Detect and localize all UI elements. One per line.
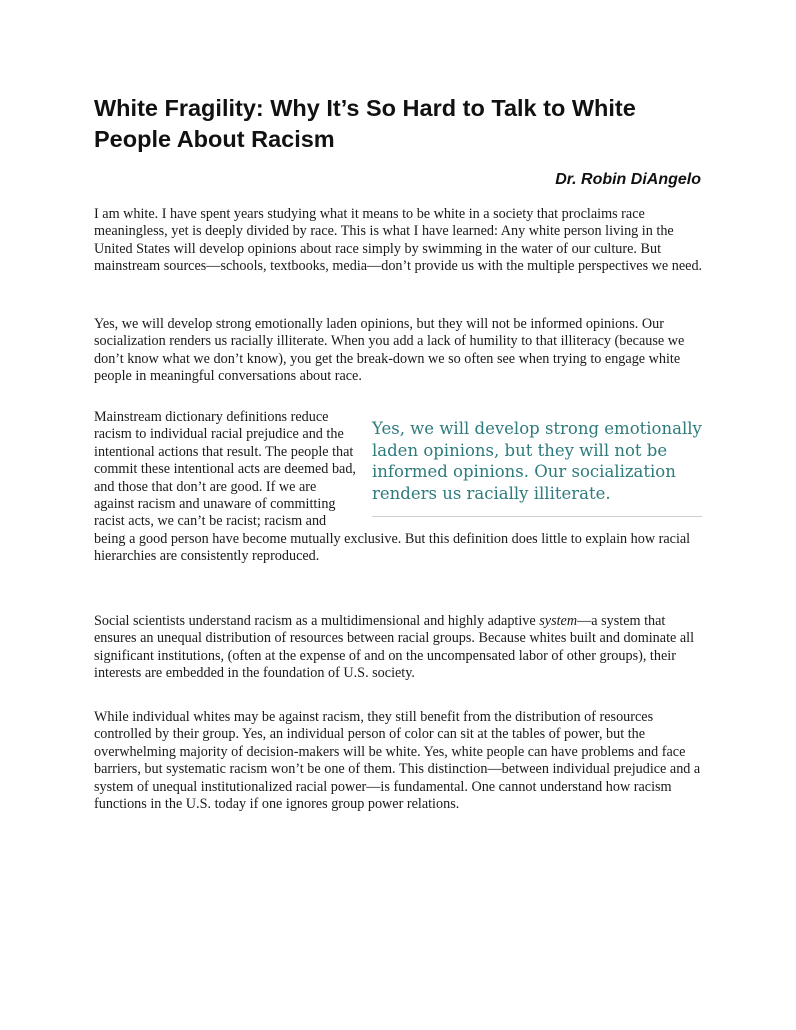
body-paragraph-4 <box>94 613 706 683</box>
body-paragraph-4-text-start: Social scientists understand racism as a multidimensional and highly adaptive <box>94 613 540 629</box>
body-paragraph-2: Yes, we will develop strong emotionally laden opinions, but they will not be informed opinions. Our socialization renders us racially illiterate. When you add a lack of humility to that illiteracy (because we don’t know what we don’t know), you get the break-down we so often see when trying to engage white people in meaningful conversations about race. <box>94 316 685 385</box>
body-paragraph-4-text-end: —a system that ensures an unequal distribution of resources between racial groups. Because whites built and dominate all significant institutions, (often at the expense of and on the uncompensated labor of other groups), their interests are embedded in the foundation of U.S. society. <box>94 613 695 682</box>
article-title: White Fragility: Why It’s So Hard to Talk to White People About Racism <box>94 95 636 152</box>
body-paragraph-5: While individual whites may be against racism, they still benefit from the distribution of resources controlled by their group. Yes, an individual person of color can sit at the tables of power, but the overwhelming majority of decision-makers will be white. Yes, white people can have problems and face barriers, but systematic racism won’t be one of them. This distinction—between individual prejudice and a system of unequal institutionalized racial power—is fundamental. One cannot understand how racism functions in the U.S. today if one ignores group power relations. <box>94 709 701 813</box>
emphasized-term-system: system <box>539 613 578 629</box>
body-paragraph-3: Mainstream dictionary definitions reduce racism to individual racial prejudice and the intentional actions that result. The people that commit these intentional acts are deemed bad, and those that don’t are good. If we are against racism and unaware of committing racist acts, we can’t be racist; racism and being a good person have become mutually exclusive. But this definition does little to explain how racial hierarchies are consistently reproduced. <box>94 409 691 565</box>
body-paragraph-1: I am white. I have spent years studying what it means to be white in a society that proclaims race meaningless, yet is deeply divided by race. This is what I have learned: Any white person living in the United States will develop opinions about race simply by swimming in the water of our culture. But mainstream sources—schools, textbooks, media—don’t provide us with the multiple perspectives we need. <box>94 206 703 275</box>
body-paragraph-3-block <box>94 409 706 566</box>
pull-quote: Yes, we will develop strong emotionally laden opinions, but they will not be informed opinions. Our socialization renders us racially illiterate. <box>372 418 702 517</box>
author-byline: Dr. Robin DiAngelo <box>555 171 701 188</box>
